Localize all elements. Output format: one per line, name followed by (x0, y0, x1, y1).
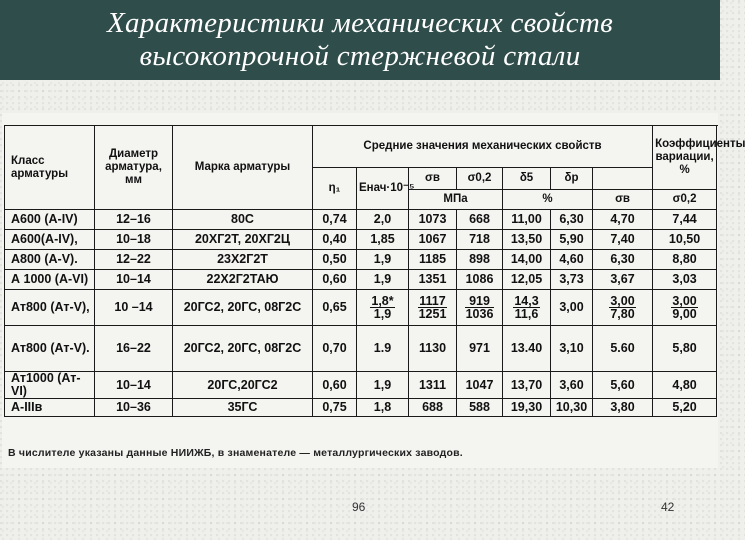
cell-delta5-numerator: 14,3 (514, 293, 539, 308)
header-unit-percent: % (503, 190, 593, 210)
cell-e: 1,9 (357, 270, 409, 290)
cell-sigma-b: 1067 (409, 230, 457, 250)
cell-var-b-denominator: 7,80 (610, 306, 635, 321)
cell-class: Ат1000 (Ат-VI) (5, 372, 95, 399)
cell-var-b: 4,70 (593, 210, 653, 230)
cell-eta: 0,75 (313, 399, 357, 417)
cell-var-02: 7,44 (653, 210, 717, 230)
cell-e: 1,85 (357, 230, 409, 250)
header-delta5: δ5 (503, 168, 551, 190)
cell-diameter: 12–16 (95, 210, 173, 230)
cell-delta5: 13,70 (503, 372, 551, 399)
cell-var-b: 3,80 (593, 399, 653, 417)
cell-var-b (593, 290, 653, 326)
cell-delta5-denominator: 11,6 (514, 306, 539, 321)
cell-sigma-b-numerator: 1117 (419, 293, 446, 308)
cell-eta: 0,60 (313, 270, 357, 290)
scanned-table-image (2, 113, 745, 468)
cell-class: А-IIIв (5, 399, 95, 417)
cell-delta-p: 3,60 (551, 372, 593, 399)
cell-grade: 22Х2Г2ТАЮ (173, 270, 313, 290)
header-coef-sigma-02: σ0,2 (653, 190, 717, 210)
cell-class: Ат800 (Ат-V). (5, 326, 95, 372)
table-row (5, 372, 717, 399)
header-coef-sigma-b: σв (593, 190, 653, 210)
header-class: Класс арматуры (5, 126, 95, 210)
cell-sigma-02: 718 (457, 230, 503, 250)
header-delta-p: δр (551, 168, 593, 190)
cell-eta: 0,70 (313, 326, 357, 372)
page-number-left: 96 (352, 500, 366, 514)
cell-class: А600 (А-IV) (5, 210, 95, 230)
header-e-modulus: Eнач·10⁻⁵ (357, 168, 409, 210)
title-banner (0, 0, 720, 80)
cell-delta5: 19,30 (503, 399, 551, 417)
cell-grade: 35ГС (173, 399, 313, 417)
cell-e: 1,8 (357, 399, 409, 417)
cell-grade: 20ГС2, 20ГС, 08Г2С (173, 326, 313, 372)
cell-delta-p: 3,10 (551, 326, 593, 372)
cell-eta: 0,74 (313, 210, 357, 230)
cell-grade: 20ГС,20ГС2 (173, 372, 313, 399)
cell-delta-p: 10,30 (551, 399, 593, 417)
cell-sigma-b: 1130 (409, 326, 457, 372)
cell-sigma-b: 688 (409, 399, 457, 417)
cell-e: 2,0 (357, 210, 409, 230)
cell-sigma-b: 1351 (409, 270, 457, 290)
cell-e: 1,9 (357, 372, 409, 399)
cell-sigma-02 (457, 290, 503, 326)
cell-var-02 (653, 290, 717, 326)
cell-eta: 0,60 (313, 372, 357, 399)
cell-var-02: 5,20 (653, 399, 717, 417)
cell-sigma-02: 668 (457, 210, 503, 230)
cell-sigma-b: 1311 (409, 372, 457, 399)
cell-var-b: 5,60 (593, 372, 653, 399)
cell-sigma-b: 1185 (409, 250, 457, 270)
cell-diameter: 10–18 (95, 230, 173, 250)
cell-delta-p: 4,60 (551, 250, 593, 270)
cell-grade: 23Х2Г2Т (173, 250, 313, 270)
cell-e (357, 290, 409, 326)
table-row (5, 210, 717, 230)
cell-diameter: 10–14 (95, 270, 173, 290)
cell-delta5: 14,00 (503, 250, 551, 270)
cell-sigma-b: 1073 (409, 210, 457, 230)
cell-class: А600(А-IV), (5, 230, 95, 250)
cell-var-b-numerator: 3,00 (610, 293, 635, 308)
cell-sigma-02: 971 (457, 326, 503, 372)
cell-eta: 0,65 (313, 290, 357, 326)
cell-eta: 0,40 (313, 230, 357, 250)
cell-eta: 0,50 (313, 250, 357, 270)
cell-var-b: 3,67 (593, 270, 653, 290)
header-diameter: Диаметр арматура, мм (95, 126, 173, 210)
cell-diameter: 10–14 (95, 372, 173, 399)
header-unit-mpa: МПа (409, 190, 503, 210)
cell-diameter: 16–22 (95, 326, 173, 372)
table-row (5, 326, 717, 372)
cell-delta-p: 3,73 (551, 270, 593, 290)
cell-sigma-02: 898 (457, 250, 503, 270)
table-row (5, 290, 717, 326)
cell-var-02: 5,80 (653, 326, 717, 372)
cell-var-02: 3,03 (653, 270, 717, 290)
cell-e-denominator: 1,9 (373, 306, 392, 321)
cell-diameter: 12–22 (95, 250, 173, 270)
cell-sigma-02-numerator: 919 (465, 295, 495, 308)
cell-var-02-numerator: 3,00 (672, 293, 697, 308)
cell-sigma-02: 588 (457, 399, 503, 417)
cell-delta5: 11,00 (503, 210, 551, 230)
cell-grade: 20ГС2, 20ГС, 08Г2С (173, 290, 313, 326)
table-row (5, 230, 717, 250)
table-row (5, 399, 717, 417)
header-sigma-02: σ0,2 (457, 168, 503, 190)
cell-var-02: 4,80 (653, 372, 717, 399)
page-number-right: 42 (661, 500, 675, 514)
cell-e-numerator: 1,8* (371, 293, 394, 308)
cell-sigma-b-denominator: 1251 (418, 306, 447, 321)
cell-delta5: 13,50 (503, 230, 551, 250)
header-mech-properties: Средние значения механических свойств (313, 126, 653, 168)
cell-diameter: 10 –14 (95, 290, 173, 326)
cell-grade: 80С (173, 210, 313, 230)
table-row (5, 250, 717, 270)
slide-title-line-1: Характеристики механических свойств (106, 7, 614, 39)
cell-delta-p: 6,30 (551, 210, 593, 230)
cell-grade: 20ХГ2Т, 20ХГ2Ц (173, 230, 313, 250)
cell-class: Ат800 (Ат-V), (5, 290, 95, 326)
cell-delta5: 13.40 (503, 326, 551, 372)
cell-var-02-denominator: 9,00 (672, 306, 697, 321)
cell-e: 1.9 (357, 326, 409, 372)
cell-var-b: 6,30 (593, 250, 653, 270)
cell-e: 1,9 (357, 250, 409, 270)
cell-var-02: 10,50 (653, 230, 717, 250)
header-eta: η₁ (313, 168, 357, 210)
mechanical-properties-table (4, 125, 745, 417)
table-row (5, 270, 717, 290)
header-sigma-b: σв (409, 168, 457, 190)
cell-var-b: 5.60 (593, 326, 653, 372)
header-grade: Марка арматуры (173, 126, 313, 210)
cell-class: А800 (А-V). (5, 250, 95, 270)
slide-title-line-2: высокопрочной стержневой стали (139, 40, 581, 72)
cell-var-b: 7,40 (593, 230, 653, 250)
cell-sigma-b (409, 290, 457, 326)
cell-delta-p: 3,00 (551, 290, 593, 326)
cell-delta-p: 5,90 (551, 230, 593, 250)
cell-sigma-02: 1047 (457, 372, 503, 399)
header-variation-coefficients: Коэффициенты вариации, % (653, 126, 717, 190)
table-footnote: В числителе указаны данные НИИЖБ, в знаменателе — металлургических заводов. (8, 447, 463, 459)
cell-sigma-02: 1086 (457, 270, 503, 290)
cell-sigma-02-denominator: 1036 (465, 306, 494, 321)
cell-var-02: 8,80 (653, 250, 717, 270)
cell-class: А 1000 (А-VI) (5, 270, 95, 290)
cell-delta5: 12,05 (503, 270, 551, 290)
cell-diameter: 10–36 (95, 399, 173, 417)
cell-delta5 (503, 290, 551, 326)
